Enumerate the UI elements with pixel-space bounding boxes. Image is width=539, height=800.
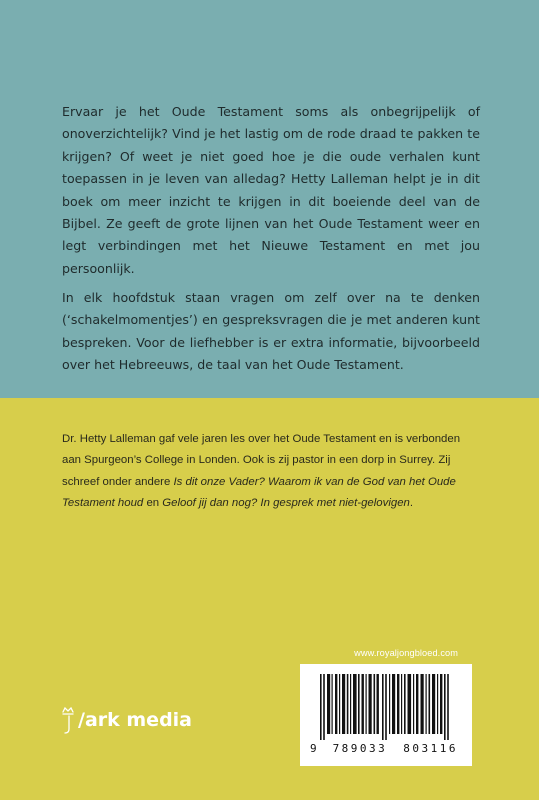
crown-icon [60, 705, 76, 735]
isbn-first-digit: 9 [310, 742, 317, 755]
isbn-digits [310, 742, 466, 755]
isbn-group-1: 789033 [332, 742, 388, 755]
publisher-url: www.royaljongbloed.com [354, 648, 458, 658]
bio-and: en [143, 497, 163, 510]
blurb-paragraph-1: Ervaar je het Oude Testament soms als onbegrijpelijk of onoverzichtelijk? Vind je het lastig om de rode draad te pakken te krijgen? Of weet je niet goed hoe je die oude verhalen kunt toepassen in je leven van alledag? Hetty Lalleman helpt je in dit boek om meer inzicht te krijgen in dit boeiende deel van de Bijbel. Ze geeft de grote lijnen van het Oude Testament weer en legt verbindingen met het Nieuwe Testament en met jou persoonlijk. [62, 104, 480, 276]
blurb-paragraph-2: In elk hoofdstuk staan vragen om zelf over na te denken (‘schakelmomentjes’) en gespreksvragen die je met anderen kunt bespreken. Voor de liefhebber is er extra informatie, bijvoorbeeld over het Hebreeuws, de taal van het Oude Testament. [62, 290, 480, 373]
upper-panel [0, 0, 539, 398]
publisher-logo [60, 700, 192, 740]
bio-intro: Dr. Hetty Lalleman gaf vele jaren les over het Oude Testament en is verbonden aan Spurgeon’s College in Londen. Ook is zij pastor in een dorp in Surrey. Zij schreef onder andere [62, 433, 461, 488]
bio-end: . [409, 497, 414, 510]
barcode [300, 664, 472, 766]
logo-text: /ark media [78, 709, 192, 731]
author-bio [62, 429, 482, 515]
bio-book-title-1: Is dit onze Vader? Waarom ik van de God van het Oude Testament houd [62, 475, 456, 510]
bio-book-title-2: Geloof jij dan nog? In gesprek met niet-gelovigen [162, 497, 410, 510]
isbn-group-2: 803116 [403, 742, 458, 755]
barcode-bars [310, 674, 462, 740]
